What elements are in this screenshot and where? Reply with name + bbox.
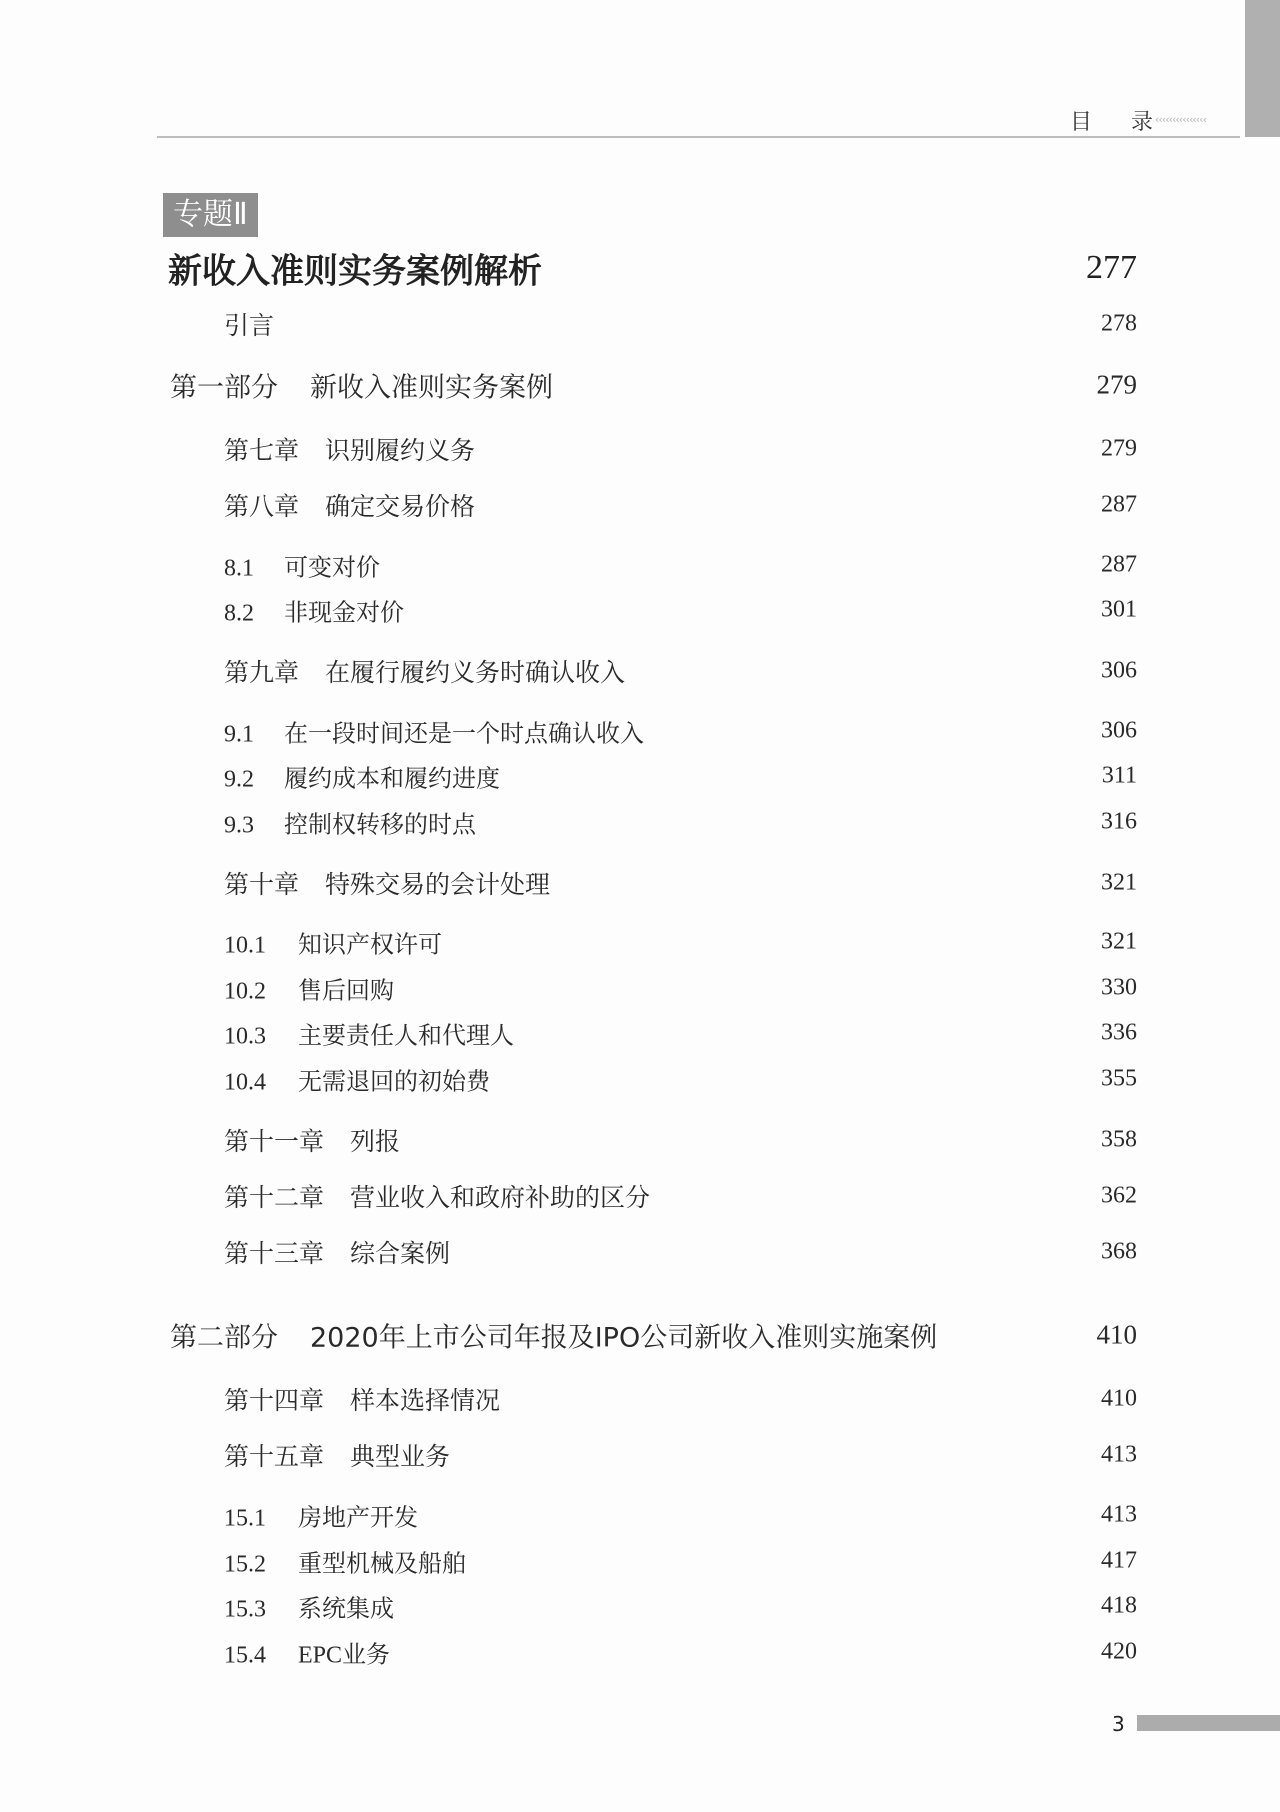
toc-entry-page: 306 xyxy=(1101,657,1137,684)
toc-entry-page: 330 xyxy=(1101,974,1137,1001)
topic-page: 277 xyxy=(1086,249,1137,286)
toc-entry-title: 主要责任人和代理人 xyxy=(298,1023,514,1050)
chevron-decoration-icon: ‹‹‹‹‹‹‹‹‹‹‹‹‹‹‹ xyxy=(1155,113,1206,126)
toc-entry-label xyxy=(170,366,553,405)
toc-entry-title: 在一段时间还是一个时点确认收入 xyxy=(284,721,644,748)
toc-entry-title: 售后回购 xyxy=(298,978,394,1005)
toc-entry-number: 15.2 xyxy=(224,1551,266,1578)
toc-entry-title: 新收入准则实务案例 xyxy=(310,372,553,404)
toc-entry-title: 列报 xyxy=(350,1127,401,1156)
toc-entry-label xyxy=(224,1122,400,1158)
toc-entry-label xyxy=(224,1178,650,1214)
toc-entry-page: 413 xyxy=(1101,1501,1137,1528)
toc-entry-label xyxy=(224,1589,394,1624)
toc-entry-title: 典型业务 xyxy=(350,1442,451,1471)
toc-entry-number: 9.1 xyxy=(224,721,254,748)
toc-entry-number: 10.1 xyxy=(224,932,266,959)
toc-entry-number: 第二部分 xyxy=(170,1322,278,1354)
toc-entry-page: 278 xyxy=(1101,310,1137,337)
toc-entry-number: 第十五章 xyxy=(224,1442,325,1471)
toc-entry-label xyxy=(224,1437,450,1473)
toc-entry-label xyxy=(224,1635,390,1670)
toc-entry-label xyxy=(224,925,442,960)
toc-entry-label xyxy=(224,805,476,840)
toc-entry-number: 第十四章 xyxy=(224,1386,325,1415)
toc-entry-title: 识别履约义务 xyxy=(325,436,476,465)
toc-entry-title: 重型机械及船舶 xyxy=(298,1551,466,1578)
toc-entry-number: 第一部分 xyxy=(170,372,278,404)
toc-entry-label xyxy=(224,971,394,1006)
toc-entry-page: 362 xyxy=(1101,1182,1137,1209)
toc-entry-title: 2020年上市公司年报及IPO公司新收入准则实施案例 xyxy=(310,1322,938,1354)
toc-entry-page: 420 xyxy=(1101,1638,1137,1665)
toc-entry-number: 15.1 xyxy=(224,1505,266,1532)
toc-entry-title: 房地产开发 xyxy=(298,1505,418,1532)
toc-entry-page: 418 xyxy=(1101,1592,1137,1619)
toc-entry-title: 无需退回的初始费 xyxy=(298,1069,490,1096)
toc-entry-title: 样本选择情况 xyxy=(350,1386,501,1415)
toc-entry-page: 413 xyxy=(1101,1441,1137,1468)
toc-entry-number: 10.2 xyxy=(224,978,266,1005)
toc-entry-label xyxy=(224,1498,418,1533)
toc-entry-number: 8.2 xyxy=(224,600,254,627)
page-number: 3 xyxy=(1112,1712,1125,1736)
toc-entry-label xyxy=(224,653,625,689)
toc-entry-label xyxy=(224,1016,514,1051)
toc-entry-label xyxy=(170,1316,937,1355)
toc-entry-page: 355 xyxy=(1101,1065,1137,1092)
toc-entry-page: 287 xyxy=(1101,551,1137,578)
toc-entry-title: 履约成本和履约进度 xyxy=(284,766,500,793)
toc-entry-page: 368 xyxy=(1101,1238,1137,1265)
toc-entry-label xyxy=(224,759,500,794)
toc-entry-number: 第七章 xyxy=(224,436,300,465)
toc-entry-title: 非现金对价 xyxy=(284,600,404,627)
toc-entry-number: 第十三章 xyxy=(224,1239,325,1268)
toc-entry-page: 287 xyxy=(1101,491,1137,518)
toc-entry-page: 410 xyxy=(1101,1385,1137,1412)
toc-entry-number: 第九章 xyxy=(224,658,300,687)
toc-entry-number: 15.3 xyxy=(224,1596,266,1623)
toc-entry-title: 可变对价 xyxy=(284,555,380,582)
toc-entry-number: 第十一章 xyxy=(224,1127,325,1156)
toc-entry-label xyxy=(224,714,644,749)
toc-entry-number: 10.3 xyxy=(224,1023,266,1050)
toc-entry-title: 控制权转移的时点 xyxy=(284,812,476,839)
toc-entry-page: 321 xyxy=(1101,928,1137,955)
toc-entry-page: 279 xyxy=(1096,369,1137,400)
toc-entry-page: 417 xyxy=(1101,1547,1137,1574)
toc-entry-number: 第八章 xyxy=(224,492,300,521)
toc-entry-number: 10.4 xyxy=(224,1069,266,1096)
toc-entry-number: 9.2 xyxy=(224,766,254,793)
toc-entry-title: 引言 xyxy=(224,311,275,340)
toc-entry-title: 营业收入和政府补助的区分 xyxy=(350,1183,651,1212)
toc-entry-title: 特殊交易的会计处理 xyxy=(325,870,551,899)
topic-title: 新收入准则实务案例解析 xyxy=(168,251,542,292)
toc-entry-number: 第十章 xyxy=(224,870,300,899)
footer-bar xyxy=(1137,1715,1280,1731)
toc-entry-label xyxy=(224,431,475,467)
toc-entry-page: 316 xyxy=(1101,808,1137,835)
toc-entry-number: 9.3 xyxy=(224,812,254,839)
toc-entry-label xyxy=(224,1544,466,1579)
running-header-title: 目 录 xyxy=(1070,110,1169,135)
toc-entry-label xyxy=(224,865,550,901)
toc-entry-page: 358 xyxy=(1101,1126,1137,1153)
toc-entry-number: 8.1 xyxy=(224,555,254,582)
topic-badge: 专题Ⅱ xyxy=(163,193,258,237)
toc-entry-page: 321 xyxy=(1101,869,1137,896)
toc-entry-title: 确定交易价格 xyxy=(325,492,476,521)
toc-entry-title: 综合案例 xyxy=(350,1239,451,1268)
header-rule xyxy=(157,136,1240,138)
toc-entry-page: 306 xyxy=(1101,717,1137,744)
toc-entry-page: 410 xyxy=(1096,1319,1137,1350)
toc-entry-page: 301 xyxy=(1101,596,1137,623)
toc-entry-title: 系统集成 xyxy=(298,1596,394,1623)
toc-entry-page: 336 xyxy=(1101,1019,1137,1046)
toc-entry-title: EPC业务 xyxy=(298,1642,391,1669)
toc-entry-label xyxy=(224,306,274,342)
toc-entry-label xyxy=(224,593,404,628)
toc-entry-title: 在履行履约义务时确认收入 xyxy=(325,658,626,687)
toc-entry-number: 第十二章 xyxy=(224,1183,325,1212)
toc-entry-label xyxy=(224,1381,500,1417)
toc-entry-label xyxy=(224,487,475,523)
toc-entry-page: 279 xyxy=(1101,435,1137,462)
toc-entry-page: 311 xyxy=(1101,762,1137,789)
toc-entry-label xyxy=(224,1062,490,1097)
toc-entry-label xyxy=(224,548,380,583)
toc-entry-number: 15.4 xyxy=(224,1642,266,1669)
toc-entry-label xyxy=(224,1234,450,1270)
toc-entry-title: 知识产权许可 xyxy=(298,932,442,959)
page-edge-tab xyxy=(1245,0,1280,137)
